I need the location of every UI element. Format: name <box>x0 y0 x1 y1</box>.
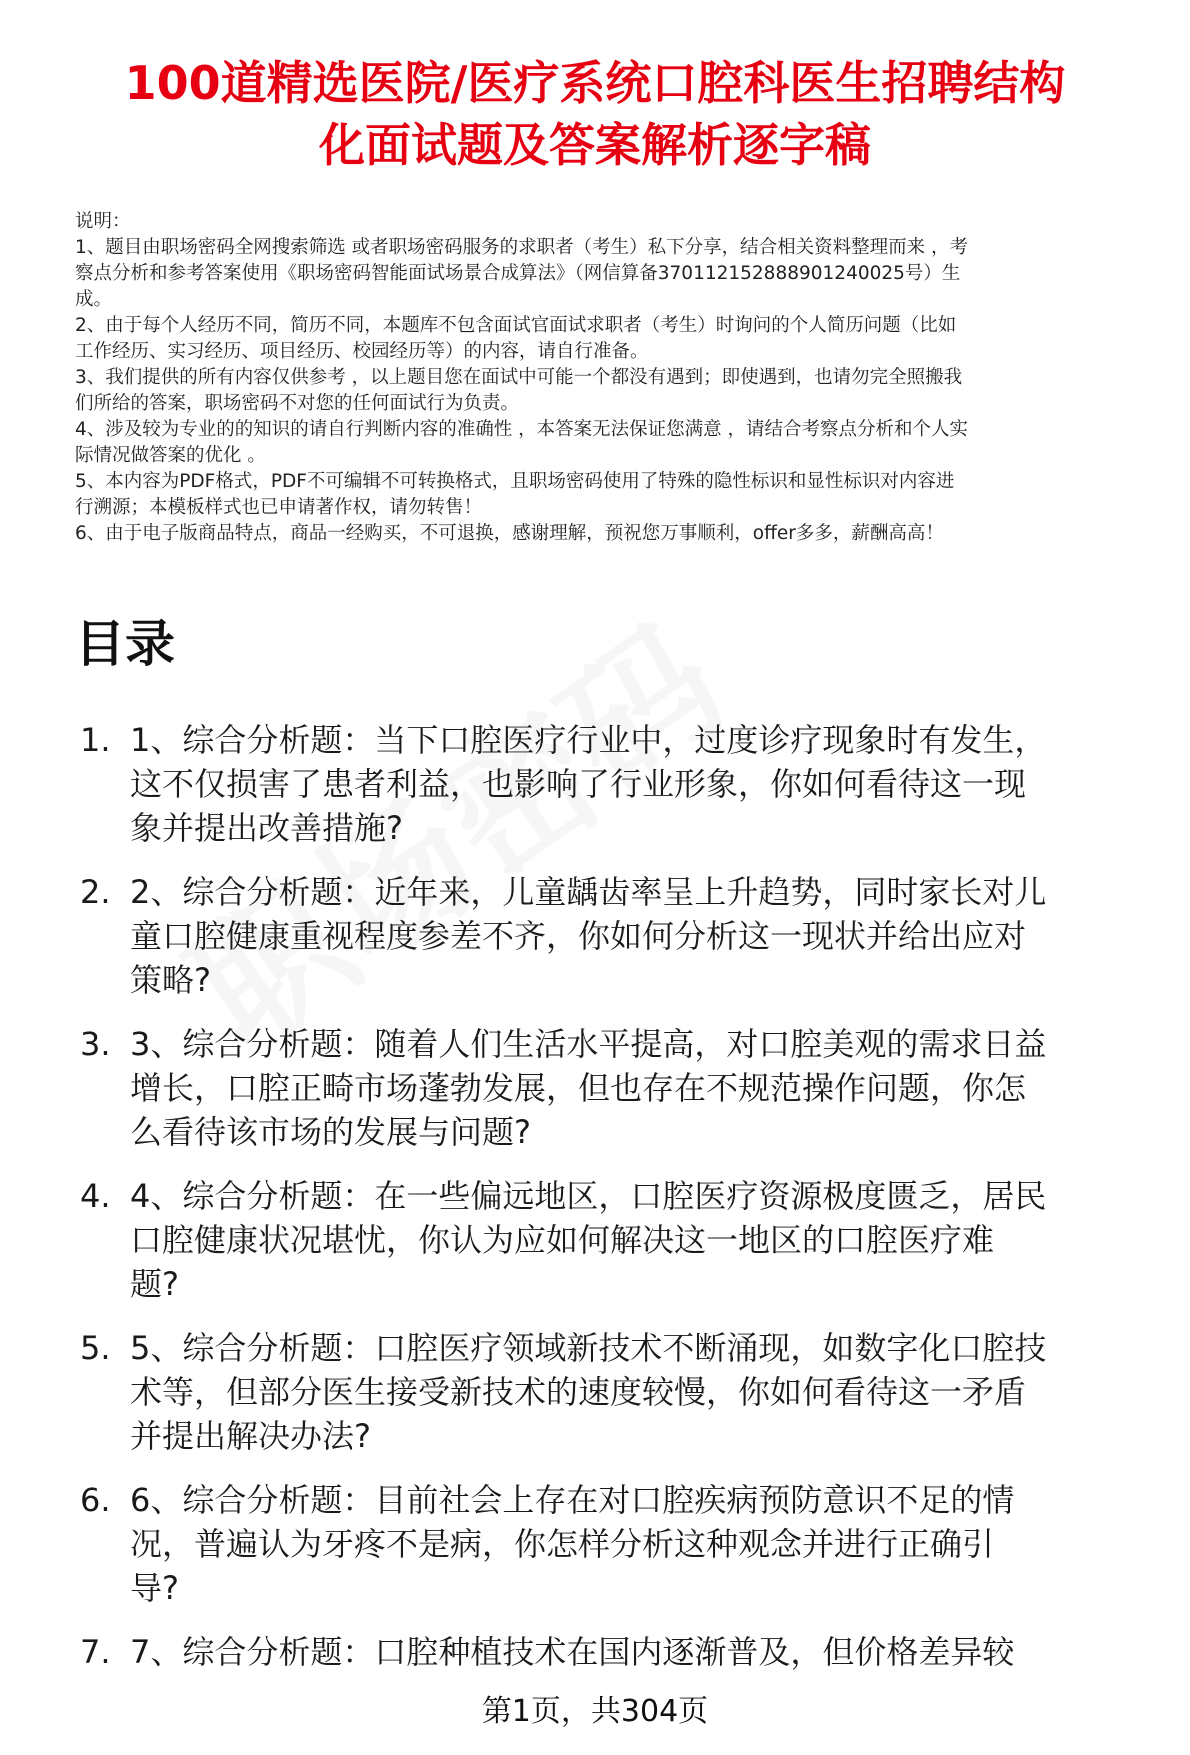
toc-item-text: 2、综合分析题：近年来，儿童龋齿率呈上升趋势，同时家长对儿 <box>130 873 1047 911</box>
toc-item-text: 况，普遍认为牙疼不是病，你怎样分析这种观念并进行正确引 <box>130 1525 995 1563</box>
note-line: 际情况做答案的优化 。 <box>75 445 266 466</box>
toc-item[interactable] <box>75 1630 1165 1674</box>
toc-item-text: 1、综合分析题：当下口腔医疗行业中，过度诊疗现象时有发生， <box>130 721 1047 759</box>
toc-item-text: 3、综合分析题：随着人们生活水平提高，对口腔美观的需求日益 <box>130 1025 1047 1063</box>
note-line: 4、涉及较为专业的的知识的请自行判断内容的准确性 ，本答案无法保证您满意 ，请结合考察点分析和个人实 <box>75 419 969 440</box>
toc-item-text: 童口腔健康重视程度参差不齐，你如何分析这一现状并给出应对 <box>130 917 1027 955</box>
toc-item[interactable] <box>75 1326 1165 1458</box>
page-footer: 第1页，共304页 <box>481 1694 709 1729</box>
toc-item-number: 7. <box>80 1633 111 1671</box>
toc-item[interactable] <box>75 1174 1165 1306</box>
note-line: 5、本内容为PDF格式，PDF不可编辑不可转换格式，且职场密码使用了特殊的隐性标识和显性标识对内容进 <box>75 471 955 492</box>
toc-item-text: 6、综合分析题：目前社会上存在对口腔疾病预防意识不足的情 <box>130 1481 1015 1519</box>
toc-item[interactable] <box>75 718 1165 850</box>
note-line: 3、我们提供的所有内容仅供参考 ，以上题目您在面试中可能一个都没有遇到；即使遇到，也请勿完全照搬我 <box>75 367 963 388</box>
toc-item[interactable] <box>75 1478 1165 1610</box>
note-line: 察点分析和参考答案使用《职场密码智能面试场景合成算法》（网信算备370112152888901240025号）生 <box>75 263 961 284</box>
title-line-2: 化面试题及答案解析逐字稿 <box>319 118 871 172</box>
toc-item-number: 1. <box>80 721 111 759</box>
note-line: 行溯源；本模板样式也已申请著作权，请勿转售！ <box>75 497 483 518</box>
note-line: 成。 <box>75 289 113 310</box>
toc-item-number: 3. <box>80 1025 111 1063</box>
toc-item-number: 5. <box>80 1329 111 1367</box>
note-line: 工作经历、实习经历、项目经历、校园经历等）的内容，请自行准备。 <box>75 341 649 362</box>
toc-item-text: 题? <box>130 1265 179 1303</box>
disclaimer-notes <box>75 209 1165 547</box>
toc-item-text: 增长，口腔正畸市场蓬勃发展，但也存在不规范操作问题，你怎 <box>130 1069 1027 1107</box>
toc-item-text: 术等，但部分医生接受新技术的速度较慢，你如何看待这一矛盾 <box>130 1373 1027 1411</box>
toc-item[interactable] <box>75 870 1165 1002</box>
note-line: 说明： <box>75 211 131 232</box>
toc-item-number: 4. <box>80 1177 111 1215</box>
toc-item-text: 象并提出改善措施? <box>130 809 403 847</box>
toc-item-text: 么看待该市场的发展与问题? <box>130 1113 531 1151</box>
toc-item-text: 导? <box>130 1569 179 1607</box>
toc-item[interactable] <box>75 1022 1165 1154</box>
table-of-contents <box>75 718 1165 1694</box>
toc-item-number: 6. <box>80 1481 111 1519</box>
note-line: 2、由于每个人经历不同，简历不同，本题库不包含面试官面试求职者（考生）时询问的个人简历问题（比如 <box>75 315 957 336</box>
note-line: 6、由于电子版商品特点，商品一经购买，不可退换，感谢理解，预祝您万事顺利，offer多多，薪酬高高！ <box>75 523 944 544</box>
toc-item-text: 口腔健康状况堪忧，你认为应如何解决这一地区的口腔医疗难 <box>130 1221 995 1259</box>
toc-item-text: 5、综合分析题：口腔医疗领域新技术不断涌现，如数字化口腔技 <box>130 1329 1047 1367</box>
page-title <box>70 52 1120 176</box>
toc-item-text: 4、综合分析题：在一些偏远地区，口腔医疗资源极度匮乏，居民 <box>130 1177 1047 1215</box>
toc-heading: 目录 <box>75 615 175 673</box>
toc-item-text: 这不仅损害了患者利益，也影响了行业形象，你如何看待这一现 <box>130 765 1027 803</box>
toc-item-text: 7、综合分析题：口腔种植技术在国内逐渐普及，但价格差异较 <box>130 1633 1015 1671</box>
toc-item-text: 并提出解决办法? <box>130 1417 371 1455</box>
note-line: 们所给的答案，职场密码不对您的任何面试行为负责。 <box>75 393 520 414</box>
toc-item-text: 策略? <box>130 961 211 999</box>
title-line-1: 100道精选医院/医疗系统口腔科医生招聘结构 <box>124 56 1066 110</box>
note-line: 1、题目由职场密码全网搜索筛选 或者职场密码服务的求职者（考生）私下分享，结合相关资料整理而来 ，考 <box>75 237 969 258</box>
toc-item-number: 2. <box>80 873 111 911</box>
